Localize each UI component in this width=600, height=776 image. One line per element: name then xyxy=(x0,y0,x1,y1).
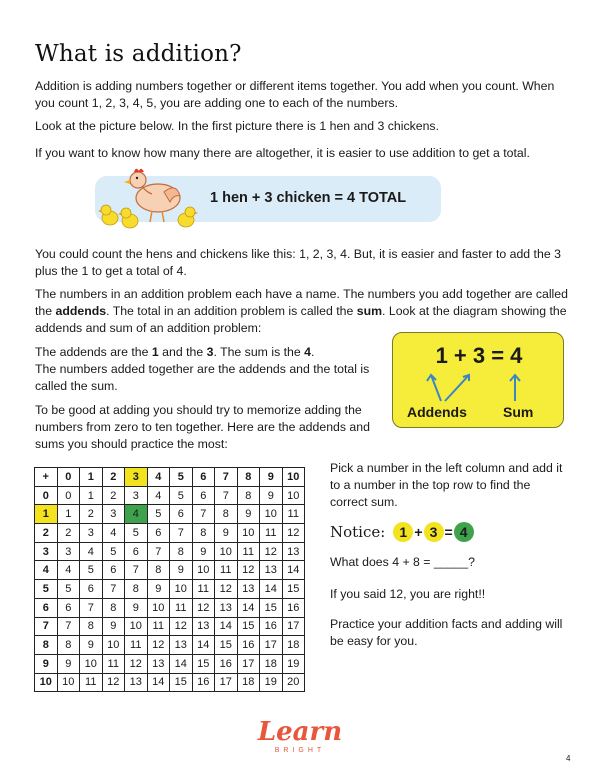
callout-equation: 1 hen + 3 chicken = 4 TOTAL xyxy=(210,190,407,206)
table-cell: 15 xyxy=(170,673,193,692)
table-header-cell: 2 xyxy=(102,468,125,487)
table-cell: 11 xyxy=(215,561,238,580)
table-cell: 15 xyxy=(215,636,238,655)
table-cell: 9 xyxy=(80,636,103,655)
table-cell: 12 xyxy=(260,542,283,561)
table-row-header-cell: 2 xyxy=(35,524,58,543)
table-cell: 11 xyxy=(192,580,215,599)
table-cell: 10 xyxy=(260,505,283,524)
table-row xyxy=(35,636,305,655)
table-instructions: Pick a number in the left column and add it to a number in the top row to find the correct sum. xyxy=(330,461,563,509)
table-cell: 4 xyxy=(147,486,170,505)
table-cell: 7 xyxy=(80,598,103,617)
logo-word: Learn xyxy=(257,717,343,747)
table-cell: 2 xyxy=(57,524,80,543)
table-cell: 1 xyxy=(80,486,103,505)
table-header-row xyxy=(35,468,305,487)
notice-addend-2: 3 xyxy=(424,522,444,542)
table-cell: 17 xyxy=(260,636,283,655)
table-cell: 12 xyxy=(102,673,125,692)
table-cell: 15 xyxy=(237,617,260,636)
table-cell: 11 xyxy=(147,617,170,636)
table-cell: 12 xyxy=(170,617,193,636)
table-cell: 14 xyxy=(260,580,283,599)
table-row xyxy=(35,561,305,580)
table-cell: 12 xyxy=(192,598,215,617)
table-row xyxy=(35,486,305,505)
table-cell: 2 xyxy=(80,505,103,524)
table-cell: 12 xyxy=(282,524,305,543)
table-cell: 10 xyxy=(57,673,80,692)
table-cell: 10 xyxy=(170,580,193,599)
table-cell: 16 xyxy=(192,673,215,692)
page-title: What is addition? xyxy=(35,41,242,67)
table-cell: 12 xyxy=(147,636,170,655)
table-row xyxy=(35,524,305,543)
table-row-header-cell: 8 xyxy=(35,636,58,655)
table-cell: 8 xyxy=(102,598,125,617)
table-cell: 1 xyxy=(57,505,80,524)
table-cell: 14 xyxy=(147,673,170,692)
table-cell: 16 xyxy=(215,654,238,673)
table-cell: 9 xyxy=(102,617,125,636)
table-cell: 4 xyxy=(125,505,148,524)
table-cell: 6 xyxy=(102,561,125,580)
table-cell: 13 xyxy=(170,636,193,655)
table-cell: 4 xyxy=(102,524,125,543)
table-cell: 13 xyxy=(147,654,170,673)
table-cell: 16 xyxy=(237,636,260,655)
practice-answer: If you said 12, you are right!! xyxy=(330,587,486,601)
addends-sum-diagram xyxy=(392,332,564,428)
table-cell: 5 xyxy=(147,505,170,524)
table-cell: 6 xyxy=(192,486,215,505)
table-row xyxy=(35,542,305,561)
memorize-paragraph: To be good at adding you should try to memorize adding the numbers from zero to ten together. Here are the addends and sums you should practice the most: xyxy=(35,403,370,451)
table-cell: 8 xyxy=(80,617,103,636)
table-row xyxy=(35,617,305,636)
table-cell: 7 xyxy=(102,580,125,599)
table-header-cell: 5 xyxy=(170,468,193,487)
table-cell: 6 xyxy=(125,542,148,561)
table-cell: 13 xyxy=(125,673,148,692)
table-cell: 19 xyxy=(282,654,305,673)
table-cell: 11 xyxy=(102,654,125,673)
notice-plus: + xyxy=(414,524,423,540)
table-cell: 6 xyxy=(80,580,103,599)
notice-equals: = xyxy=(444,524,453,540)
sum-label: Sum xyxy=(503,404,534,420)
table-cell: 5 xyxy=(125,524,148,543)
picture-intro: Look at the picture below. In the first picture there is 1 hen and 3 chickens. xyxy=(35,119,439,133)
table-row xyxy=(35,505,305,524)
table-cell: 14 xyxy=(282,561,305,580)
table-row-header-cell: 0 xyxy=(35,486,58,505)
notice-example xyxy=(330,521,474,543)
table-cell: 17 xyxy=(215,673,238,692)
table-cell: 15 xyxy=(260,598,283,617)
table-cell: 5 xyxy=(170,486,193,505)
table-cell: 14 xyxy=(215,617,238,636)
practice-question: What does 4 + 8 = _____? xyxy=(330,555,475,569)
table-cell: 3 xyxy=(125,486,148,505)
table-cell: 10 xyxy=(102,636,125,655)
table-row-header-cell: 9 xyxy=(35,654,58,673)
table-cell: 13 xyxy=(260,561,283,580)
table-cell: 4 xyxy=(57,561,80,580)
table-cell: 11 xyxy=(282,505,305,524)
table-cell: 8 xyxy=(147,561,170,580)
table-cell: 9 xyxy=(215,524,238,543)
hen-and-chicks-illustration xyxy=(98,166,203,232)
table-cell: 9 xyxy=(147,580,170,599)
arrow-icon xyxy=(427,375,520,401)
table-header-cell: 3 xyxy=(125,468,148,487)
table-cell: 19 xyxy=(260,673,283,692)
table-cell: 12 xyxy=(237,561,260,580)
learn-bright-logo xyxy=(250,718,350,755)
table-cell: 2 xyxy=(102,486,125,505)
notice-sum: 4 xyxy=(454,522,474,542)
table-header-cell: 10 xyxy=(282,468,305,487)
table-row-header-cell: 5 xyxy=(35,580,58,599)
table-header-cell: 1 xyxy=(80,468,103,487)
addends-label: Addends xyxy=(407,404,467,420)
table-cell: 6 xyxy=(170,505,193,524)
table-header-cell: + xyxy=(35,468,58,487)
table-cell: 10 xyxy=(282,486,305,505)
table-cell: 13 xyxy=(192,617,215,636)
table-row-header-cell: 7 xyxy=(35,617,58,636)
table-cell: 9 xyxy=(57,654,80,673)
table-cell: 8 xyxy=(215,505,238,524)
table-cell: 7 xyxy=(215,486,238,505)
counting-paragraph: You could count the hens and chickens like this: 1, 2, 3, 4. But, it is easier and faster to add the 3 plus the 1 to get a total of 4. xyxy=(35,247,561,278)
intro-paragraph: Addition is adding numbers together or different items together. You add when you count. When you count 1, 2, 3, 4, 5, you are adding one to each of the numbers. xyxy=(35,79,555,110)
table-cell: 7 xyxy=(125,561,148,580)
table-cell: 5 xyxy=(80,561,103,580)
table-cell: 8 xyxy=(125,580,148,599)
table-cell: 14 xyxy=(170,654,193,673)
table-cell: 9 xyxy=(192,542,215,561)
table-row-header-cell: 3 xyxy=(35,542,58,561)
table-cell: 11 xyxy=(125,636,148,655)
table-cell: 6 xyxy=(147,524,170,543)
table-cell: 14 xyxy=(237,598,260,617)
notice-label: Notice: xyxy=(330,523,386,541)
table-cell: 17 xyxy=(282,617,305,636)
table-row xyxy=(35,598,305,617)
table-cell: 11 xyxy=(260,524,283,543)
logo-sub: BRIGHT xyxy=(274,747,326,754)
closing-paragraph: Practice your addition facts and adding will be easy for you. xyxy=(330,617,563,648)
table-cell: 13 xyxy=(282,542,305,561)
table-cell: 5 xyxy=(57,580,80,599)
table-cell: 8 xyxy=(170,542,193,561)
table-cell: 10 xyxy=(192,561,215,580)
table-header-cell: 7 xyxy=(215,468,238,487)
table-cell: 11 xyxy=(80,673,103,692)
table-row-header-cell: 6 xyxy=(35,598,58,617)
table-cell: 12 xyxy=(125,654,148,673)
total-intro: If you want to know how many there are altogether, it is easier to use addition to get a total. xyxy=(35,146,530,160)
table-cell: 10 xyxy=(237,524,260,543)
table-row xyxy=(35,654,305,673)
table-cell: 3 xyxy=(102,505,125,524)
table-cell: 17 xyxy=(237,654,260,673)
names-paragraph: The numbers in an addition problem each have a name. The numbers you add together are called the addends. The total in an addition problem is called the sum. Look at the diagram showing the addends and sum of an addition problem: xyxy=(35,287,568,335)
table-header-cell: 4 xyxy=(147,468,170,487)
table-cell: 13 xyxy=(237,580,260,599)
table-cell: 0 xyxy=(57,486,80,505)
table-header-cell: 8 xyxy=(237,468,260,487)
table-cell: 9 xyxy=(260,486,283,505)
table-cell: 3 xyxy=(80,524,103,543)
table-cell: 7 xyxy=(147,542,170,561)
table-cell: 5 xyxy=(102,542,125,561)
table-cell: 10 xyxy=(215,542,238,561)
table-row-header-cell: 4 xyxy=(35,561,58,580)
table-cell: 9 xyxy=(125,598,148,617)
page-number: 4 xyxy=(566,754,571,763)
table-row-header-cell: 10 xyxy=(35,673,58,692)
addends-paragraph: The addends are the 1 and the 3. The sum is the 4. xyxy=(35,345,315,359)
table-row-header-cell: 1 xyxy=(35,505,58,524)
table-cell: 9 xyxy=(237,505,260,524)
table-cell: 7 xyxy=(57,617,80,636)
table-cell: 10 xyxy=(125,617,148,636)
table-cell: 10 xyxy=(147,598,170,617)
addition-table xyxy=(34,467,305,692)
table-row xyxy=(35,673,305,692)
table-cell: 9 xyxy=(170,561,193,580)
table-header-cell: 0 xyxy=(57,468,80,487)
table-cell: 8 xyxy=(57,636,80,655)
table-cell: 15 xyxy=(192,654,215,673)
table-cell: 3 xyxy=(57,542,80,561)
table-cell: 18 xyxy=(282,636,305,655)
table-cell: 15 xyxy=(282,580,305,599)
addends-explanation: The numbers added together are the addends and the total is called the sum. xyxy=(35,362,370,393)
table-cell: 13 xyxy=(215,598,238,617)
table-header-cell: 9 xyxy=(260,468,283,487)
table-cell: 7 xyxy=(192,505,215,524)
table-cell: 16 xyxy=(260,617,283,636)
addends-term: addends xyxy=(55,304,107,318)
table-cell: 20 xyxy=(282,673,305,692)
table-cell: 7 xyxy=(170,524,193,543)
table-cell: 16 xyxy=(282,598,305,617)
table-cell: 10 xyxy=(80,654,103,673)
table-row xyxy=(35,580,305,599)
notice-addend-1: 1 xyxy=(393,522,413,542)
table-header-cell: 6 xyxy=(192,468,215,487)
table-cell: 8 xyxy=(192,524,215,543)
table-cell: 8 xyxy=(237,486,260,505)
table-cell: 12 xyxy=(215,580,238,599)
sum-term: sum xyxy=(356,304,383,318)
table-cell: 6 xyxy=(57,598,80,617)
table-cell: 11 xyxy=(237,542,260,561)
diagram-equation: 1 + 3 = 4 xyxy=(435,343,523,368)
table-cell: 18 xyxy=(260,654,283,673)
table-cell: 14 xyxy=(192,636,215,655)
table-cell: 11 xyxy=(170,598,193,617)
table-cell: 18 xyxy=(237,673,260,692)
table-cell: 4 xyxy=(80,542,103,561)
